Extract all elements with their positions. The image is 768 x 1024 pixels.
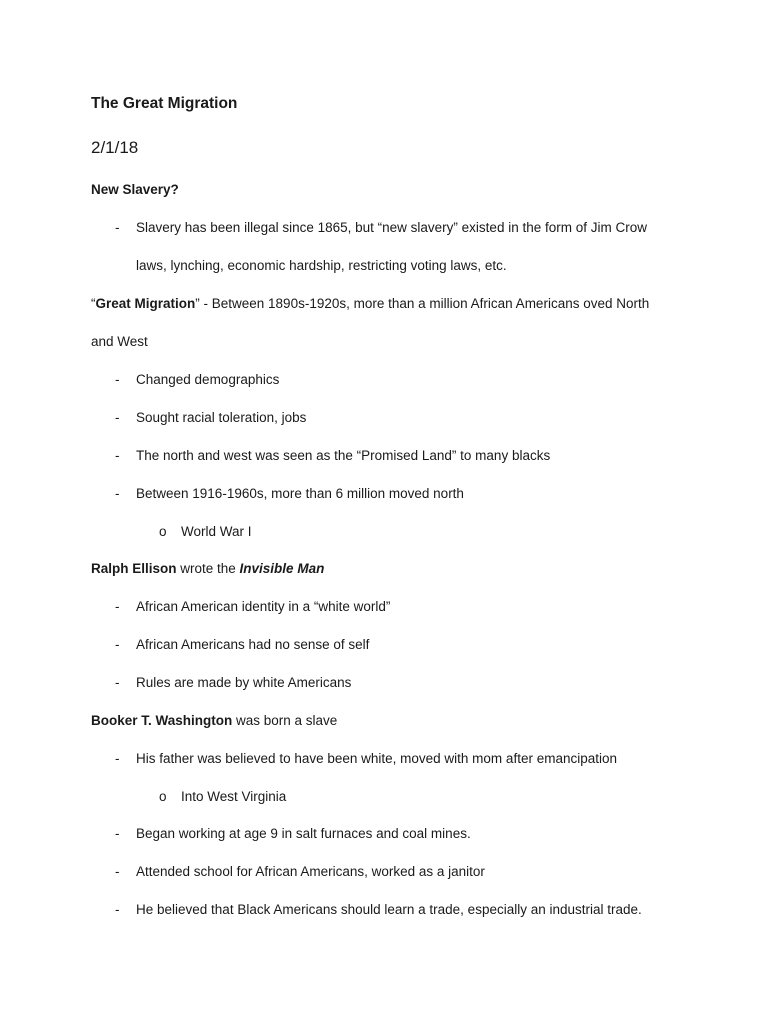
term-great-migration: Great Migration [95,296,196,311]
list-item: Changed demographics [136,372,280,387]
list-item-continuation: laws, lynching, economic hardship, restricting voting laws, etc. [136,258,507,273]
date: 2/1/18 [91,138,139,157]
paragraph-continuation: and West [91,334,148,349]
dash-marker: - [115,637,120,652]
dash-marker: - [115,372,120,387]
list-item: Attended school for African Americans, worked as a janitor [136,864,485,879]
author-name: Ralph Ellison [91,561,177,576]
list-item: Sought racial toleration, jobs [136,410,307,425]
dash-marker: - [115,220,120,235]
dash-marker: - [115,751,120,766]
section-heading-great-migration [91,295,649,313]
heading-text: wrote the [176,561,240,576]
list-item: Between 1916-1960s, more than 6 million moved north [136,486,464,501]
quote-mark: “ [91,296,96,311]
section-heading-new-slavery: New Slavery? [91,182,179,197]
list-item: He believed that Black Americans should learn a trade, especially an industrial trade. [136,902,642,917]
heading-text: was born a slave [232,713,338,728]
book-title: Invisible Man [239,561,325,576]
list-item: Began working at age 9 in salt furnaces and coal mines. [136,826,471,841]
dash-marker: - [115,486,120,501]
list-item: His father was believed to have been white, moved with mom after emancipation [136,751,617,766]
dash-marker: - [115,826,120,841]
dash-marker: - [115,448,120,463]
dash-marker: - [115,599,120,614]
sub-list-item: World War I [181,524,252,539]
list-item: Slavery has been illegal since 1865, but “new slavery” existed in the form of Jim Crow [136,220,647,235]
person-name: Booker T. Washington [91,713,233,728]
list-item: African Americans had no sense of self [136,637,370,652]
circle-bullet: o [159,789,167,804]
dash-marker: - [115,675,120,690]
list-item: Rules are made by white Americans [136,675,352,690]
list-item: The north and west was seen as the “Promised Land” to many blacks [136,448,551,463]
section-heading-booker-t-washington [91,712,337,730]
section-heading-ralph-ellison [91,560,324,578]
sub-list-item: Into West Virginia [181,789,287,804]
page-title: The Great Migration [91,95,238,112]
dash-marker: - [115,864,120,879]
list-item: African American identity in a “white world” [136,599,391,614]
dash-marker: - [115,410,120,425]
circle-bullet: o [159,524,167,539]
dash-marker: - [115,902,120,917]
definition-text: ” - Between 1890s-1920s, more than a million African Americans oved North [195,296,650,311]
